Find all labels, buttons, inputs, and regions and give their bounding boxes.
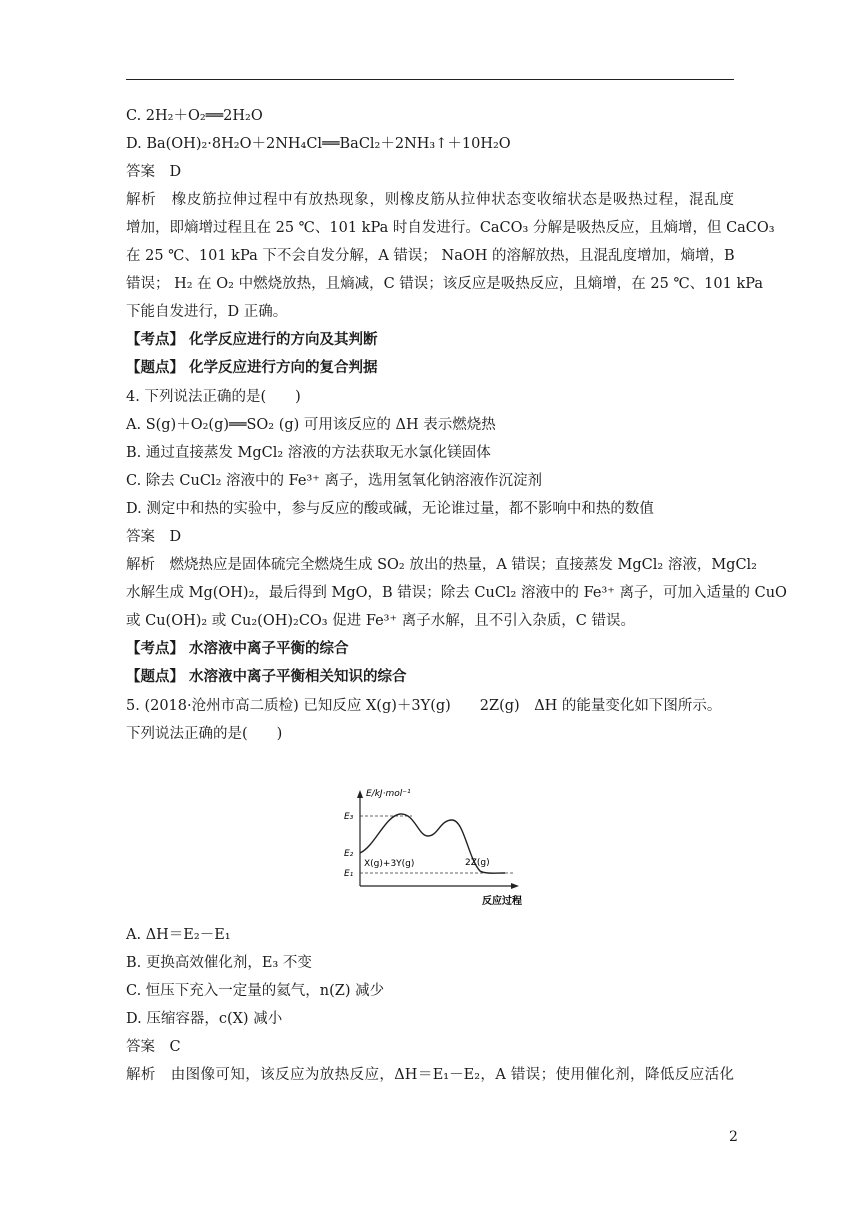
option-d-q5: D. 压缩容器，c(X) 减小 bbox=[126, 1011, 283, 1027]
answer-q4: 答案 D bbox=[126, 529, 182, 545]
explanation-q3-line1: 解析 橡皮筋拉伸过程中有放热现象，则橡皮筋从拉伸状态变收缩状态是吸热过程，混乱度 bbox=[126, 192, 734, 208]
option-d-q4: D. 测定中和热的实验中，参与反应的酸或碱，无论谁过量，都不影响中和热的数值 bbox=[126, 501, 654, 517]
option-c-q3: C. 2H₂＋O₂══2H₂O bbox=[126, 108, 263, 124]
subtopic-q4: 【题点】 水溶液中离子平衡相关知识的综合 bbox=[126, 668, 407, 685]
explanation-q3-line2: 增加，即熵增过程且在 25 ℃、101 kPa 时自发进行。CaCO₃ 分解是吸热反应，且熵增，但 CaCO₃ bbox=[126, 220, 775, 236]
option-a-q5: A. ΔH＝E₂－E₁ bbox=[126, 927, 231, 943]
explanation-q4-line3: 或 Cu(OH)₂ 或 Cu₂(OH)₂CO₃ 促进 Fe³⁺ 离子水解，且不引入杂质，C 错误。 bbox=[126, 613, 635, 629]
option-d-q3: D. Ba(OH)₂·8H₂O＋2NH₄Cl══BaCl₂＋2NH₃↑＋10H₂O bbox=[126, 136, 511, 152]
subtopic-q3: 【题点】 化学反应进行方向的复合判据 bbox=[126, 359, 378, 376]
option-c-q5: C. 恒压下充入一定量的氦气，n(Z) 减少 bbox=[126, 983, 385, 999]
explanation-q4-line1: 解析 燃烧热应是固体硫完全燃烧生成 SO₂ 放出的热量，A 错误；直接蒸发 MgCl₂ 溶液，MgCl₂ bbox=[126, 557, 757, 573]
question-5-line1: 5. (2018·沧州市高二质检) 已知反应 X(g)＋3Y(g) 2Z(g) ΔH 的能量变化如下图所示。 bbox=[126, 698, 722, 714]
question-5-line2: 下列说法正确的是( ) bbox=[126, 726, 283, 742]
y-axis-arrow bbox=[357, 790, 363, 798]
reactants-label: X(g)+3Y(g) bbox=[364, 859, 415, 869]
page-number: 2 bbox=[729, 1129, 738, 1145]
option-a-q4: A. S(g)＋O₂(g)══SO₂ (g) 可用该反应的 ΔH 表示燃烧热 bbox=[126, 417, 496, 433]
explanation-q5-line1: 解析 由图像可知，该反应为放热反应，ΔH＝E₁－E₂，A 错误；使用催化剂，降低反应活化 bbox=[126, 1067, 734, 1083]
option-b-q5: B. 更换高效催化剂，E₃ 不变 bbox=[126, 955, 312, 971]
products-label: 2Z(g) bbox=[465, 858, 490, 868]
e3-label: E₃ bbox=[344, 812, 354, 822]
explanation-q4-line2: 水解生成 Mg(OH)₂，最后得到 MgO，B 错误；除去 CuCl₂ 溶液中的 Fe³⁺ 离子，可加入适量的 CuO bbox=[126, 585, 787, 601]
y-axis-label: E/kJ·mol⁻¹ bbox=[366, 789, 411, 799]
header-rule bbox=[126, 79, 734, 80]
e1-label: E₁ bbox=[344, 869, 354, 879]
explanation-q3-line3: 在 25 ℃、101 kPa 下不会自发分解，A 错误； NaOH 的溶解放热，且混乱度增加，熵增，B bbox=[126, 248, 735, 264]
energy-profile-figure bbox=[330, 786, 650, 916]
x-axis-label: 反应过程 bbox=[482, 896, 522, 907]
topic-q4: 【考点】 水溶液中离子平衡的综合 bbox=[126, 640, 349, 657]
question-4: 4. 下列说法正确的是( ) bbox=[126, 389, 301, 405]
answer-q5: 答案 C bbox=[126, 1039, 181, 1055]
answer-q3: 答案 D bbox=[126, 164, 182, 180]
topic-q3: 【考点】 化学反应进行的方向及其判断 bbox=[126, 331, 378, 348]
option-b-q4: B. 通过直接蒸发 MgCl₂ 溶液的方法获取无水氯化镁固体 bbox=[126, 445, 491, 461]
x-axis-arrow bbox=[511, 883, 519, 889]
explanation-q3-line4: 错误； H₂ 在 O₂ 中燃烧放热，且熵减，C 错误；该反应是吸热反应，且熵增，在 25 ℃、101 kPa bbox=[126, 276, 764, 292]
e2-label: E₂ bbox=[344, 849, 354, 859]
explanation-q3-line5: 下能自发进行，D 正确。 bbox=[126, 304, 288, 320]
option-c-q4: C. 除去 CuCl₂ 溶液中的 Fe³⁺ 离子，选用氢氧化钠溶液作沉淀剂 bbox=[126, 473, 543, 489]
